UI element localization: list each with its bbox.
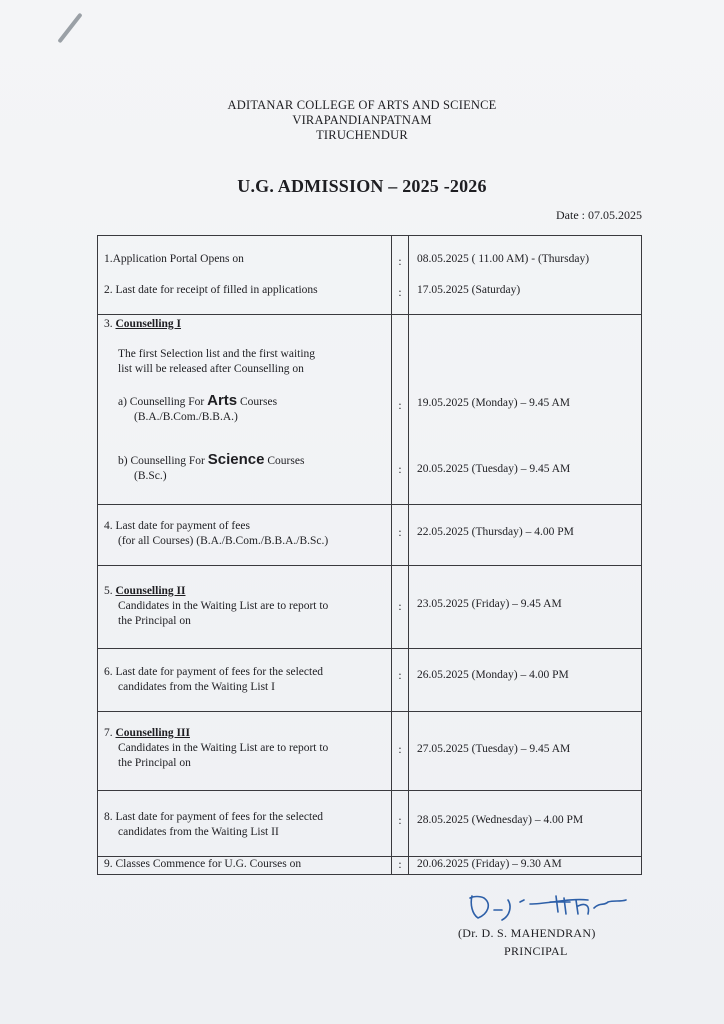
college-location: VIRAPANDIANPATNAM [292,113,432,127]
event-date: 28.05.2025 (Wednesday) – 4.00 PM [417,814,584,826]
arts-label: Arts [207,392,238,409]
event-date: 20.05.2025 (Tuesday) – 9.45 AM [417,463,571,475]
date-cell [409,236,642,315]
table-row [98,712,642,791]
date-cell [409,315,642,505]
college-name: ADITANAR COLLEGE OF ARTS AND SCIENCE [227,98,497,112]
event-label: 1.Application Portal Opens on [104,253,244,265]
signature-block [452,888,672,1018]
page-title: U.G. ADMISSION – 2025 -2026 [237,176,487,196]
colon-cell: : [392,566,409,649]
principal-title: PRINCIPAL [504,944,568,958]
colon-cell: : : [392,315,409,505]
colon-cell: : [392,649,409,712]
staple-mark [57,13,82,44]
event-cell: 5. Counselling II Candidates in the Waiting List are to report to the Principal on [98,566,392,649]
college-city: TIRUCHENDUR [316,128,408,142]
event-date: 08.05.2025 ( 11.00 AM) - (Thursday) [417,253,590,265]
table-row [98,566,642,649]
event-cell: 7. Counselling III Candidates in the Waiting List are to report to the Principal on [98,712,392,791]
event-cell: 8. Last date for payment of fees for the selected candidates from the Waiting List II [98,791,392,857]
event-date: 20.06.2025 (Friday) – 9.30 AM [417,858,562,870]
event-cell: 3. Counselling I The first Selection list and the first waiting list will be released after Counselling on a) Counselling For Arts Courses (B.A./B.Com./B.B.A.) b) Counselling For Science Courses (B.Sc.) [98,315,392,505]
table-row [98,315,642,505]
colon-cell: : : [392,236,409,315]
date-cell [409,566,642,649]
table-row [98,649,642,712]
colon-cell: : [392,505,409,566]
date-cell [409,505,642,566]
event-date: 26.05.2025 (Monday) – 4.00 PM [417,669,569,681]
section-heading: Counselling III [115,727,190,739]
event-date: 27.05.2025 (Tuesday) – 9.45 AM [417,743,571,755]
document-date: Date : 07.05.2025 [556,208,642,222]
section-heading: Counselling II [115,585,186,597]
section-heading: Counselling I [115,318,182,330]
science-label: Science [207,451,265,468]
event-date: 22.05.2025 (Thursday) – 4.00 PM [417,526,574,538]
table-row [98,505,642,566]
event-label: 2. Last date for receipt of filled in applications [104,284,318,296]
date-cell [409,712,642,791]
event-cell: 9. Classes Commence for U.G. Courses on [98,857,392,875]
college-header [0,98,724,143]
event-date: 23.05.2025 (Friday) – 9.45 AM [417,598,562,610]
table-row [98,236,642,315]
event-cell: 6. Last date for payment of fees for the selected candidates from the Waiting List I [98,649,392,712]
event-cell: 4. Last date for payment of fees (for all Courses) (B.A./B.Com./B.B.A./B.Sc.) [98,505,392,566]
principal-name: (Dr. D. S. MAHENDRAN) [458,926,596,940]
handwritten-signature [458,888,638,928]
event-date: 17.05.2025 (Saturday) [417,284,521,296]
date-cell [409,649,642,712]
date-cell [409,857,642,875]
date-cell [409,791,642,857]
event-date: 19.05.2025 (Monday) – 9.45 AM [417,397,571,409]
table-row [98,857,642,875]
colon-cell: : [392,712,409,791]
colon-cell: : [392,791,409,857]
event-cell [98,236,392,315]
table-row [98,791,642,857]
colon-cell: : [392,857,409,875]
admission-schedule-table [97,235,642,875]
